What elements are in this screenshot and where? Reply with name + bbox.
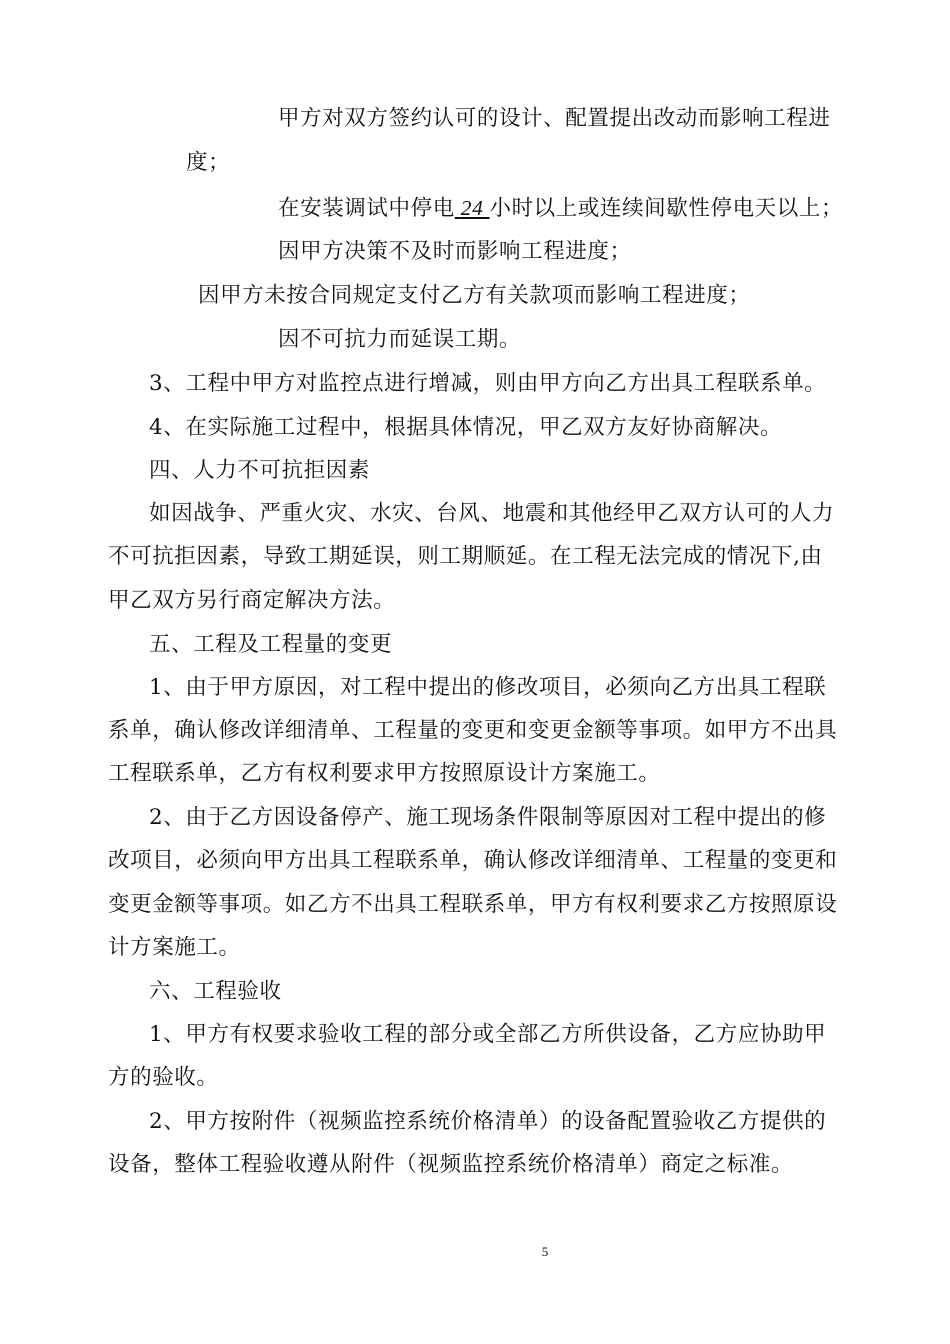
text-line: 2、由于乙方因设备停产、施工现场条件限制等原因对工程中提出的修 xyxy=(149,805,827,830)
text-line: 变更金额等事项。如乙方不出具工程联系单，甲方有权利要求乙方按照原设 xyxy=(108,892,838,917)
text-line: 4、在实际施工过程中，根据具体情况，甲乙双方友好协商解决。 xyxy=(149,415,783,440)
underlined-value: 24 xyxy=(460,196,484,220)
section-heading: 六、工程验收 xyxy=(149,979,282,1004)
text-line xyxy=(278,193,843,224)
text-span: 小时以上或连续间歇性停电天以上； xyxy=(489,196,844,221)
text-line: 因不可抗力而延误工期。 xyxy=(278,327,522,352)
page-number: 5 xyxy=(541,1244,549,1259)
text-line: 甲方对双方签约认可的设计、配置提出改动而影响工程进 xyxy=(278,106,831,131)
text-line: 因甲方未按合同规定支付乙方有关款项而影响工程进度； xyxy=(198,283,751,308)
text-line: 3、工程中甲方对监控点进行增减，则由甲方向乙方出具工程联系单。 xyxy=(149,371,827,396)
text-line: 甲乙双方另行商定解决方法。 xyxy=(108,588,396,613)
text-line: 1、甲方有权要求验收工程的部分或全部乙方所供设备，乙方应协助甲 xyxy=(149,1022,827,1047)
text-line: 1、由于甲方原因，对工程中提出的修改项目，必须向乙方出具工程联 xyxy=(149,675,827,700)
text-line: 2、甲方按附件（视频监控系统价格清单）的设备配置验收乙方提供的 xyxy=(149,1109,827,1134)
text-line: 计方案施工。 xyxy=(108,935,241,960)
section-heading: 四、人力不可抗拒因素 xyxy=(149,458,371,483)
text-line: 如因战争、严重火灾、水灾、台风、地震和其他经甲乙双方认可的人力 xyxy=(149,501,835,526)
section-heading: 五、工程及工程量的变更 xyxy=(149,632,393,657)
text-line: 系单，确认修改详细清单、工程量的变更和变更金额等事项。如甲方不出具 xyxy=(108,718,838,743)
text-line: 方的验收。 xyxy=(108,1065,219,1090)
text-line: 度； xyxy=(186,150,231,175)
text-line: 因甲方决策不及时而影响工程进度； xyxy=(278,239,632,264)
text-span: 在安装调试中停电 xyxy=(278,196,455,221)
text-line: 不可抗拒因素，导致工期延误，则工期顺延。在工程无法完成的情况下,由 xyxy=(108,544,823,569)
text-line: 工程联系单，乙方有权利要求甲方按照原设计方案施工。 xyxy=(108,761,661,786)
text-line: 改项目，必须向甲方出具工程联系单，确认修改详细清单、工程量的变更和 xyxy=(108,848,838,873)
text-line: 设备，整体工程验收遵从附件（视频监控系统价格清单）商定之标准。 xyxy=(108,1152,794,1177)
